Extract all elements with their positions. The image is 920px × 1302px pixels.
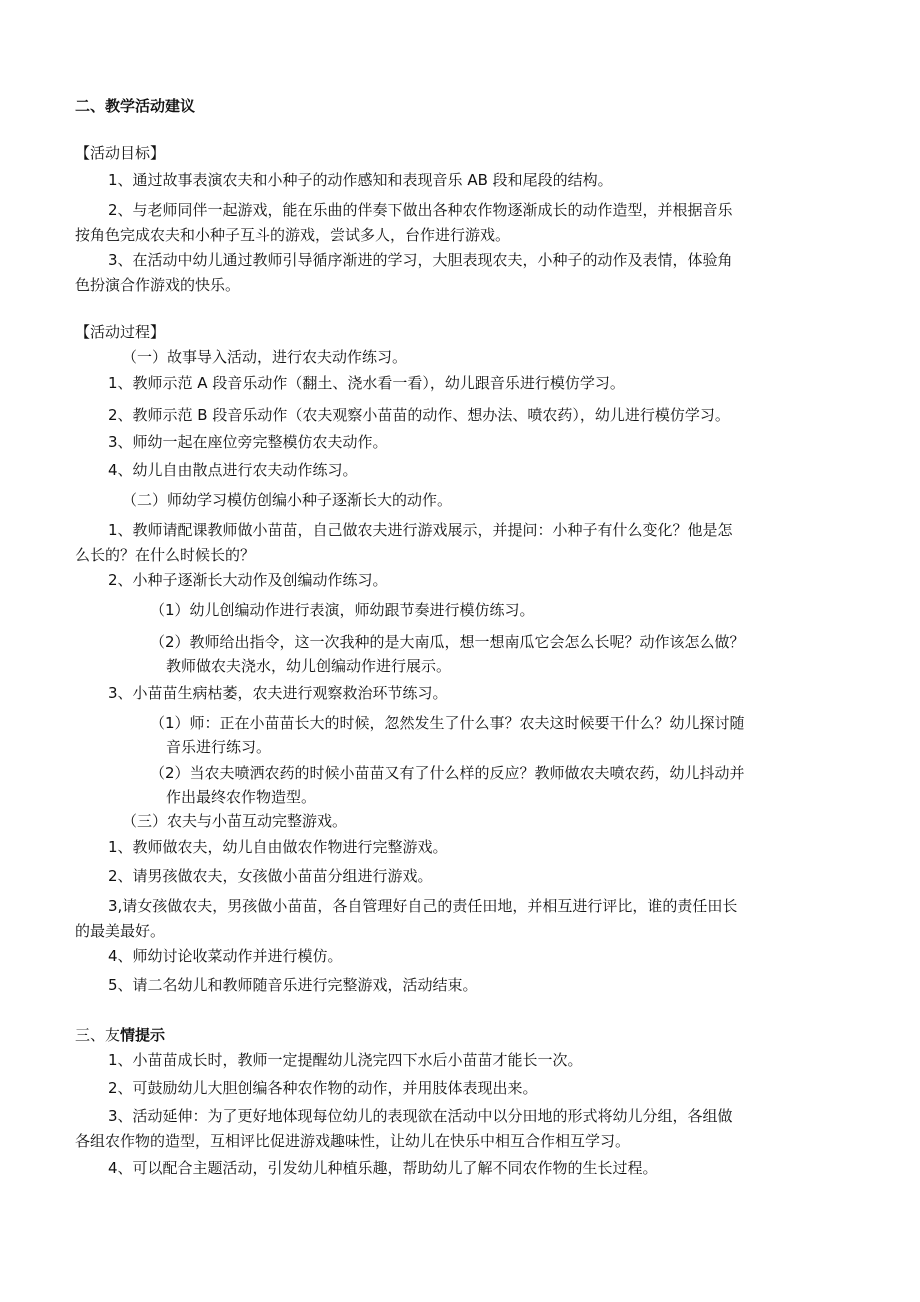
part-2-item-3: 3、小苗苗生病枯萎，农夫进行观察救治环节练习。 (108, 684, 448, 702)
part-2-item-2: 2、小种子逐渐长大动作及创编动作练习。 (108, 571, 388, 589)
goal-1: 1、通过故事表演农夫和小种子的动作感知和表现音乐 AB 段和尾段的结构。 (108, 171, 613, 189)
section-heading-teaching-suggestions: 二、教学活动建议 (75, 97, 196, 115)
part-3-item-3-line-1: 3,请女孩做农夫，男孩做小苗苗，各自管理好自己的责任田地，并相互进行评比，谁的责任田长 (108, 897, 738, 915)
part-2-item-2-sub-2-line-2: 教师做农夫浇水，幼儿创编动作进行展示。 (166, 657, 452, 675)
tip-3-line-2: 各组农作物的造型，互相评比促进游戏趣味性，让幼儿在快乐中相互合作相互学习。 (75, 1132, 631, 1150)
part-3-item-4: 4、师幼讨论收菜动作并进行模仿。 (108, 947, 343, 965)
friendly-tips-heading-prefix: 三、友 (75, 1026, 121, 1044)
part-3-item-3-line-2: 的最美最好。 (75, 922, 166, 940)
part-2-item-3-sub-2-line-1: （2）当农夫喷洒农药的时候小苗苗又有了什么样的反应？教师做农夫喷农药，幼儿抖动并 (150, 764, 745, 782)
goal-3-line-1: 3、在活动中幼儿通过教师引导循序渐进的学习，大胆表现农夫，小种子的动作及表情，体验角 (108, 251, 733, 269)
part-1-item-1: 1、教师示范 A 段音乐动作（翻土、浇水看一看），幼儿跟音乐进行模仿学习。 (108, 374, 625, 392)
part-1-item-4: 4、幼儿自由散点进行农夫动作练习。 (108, 461, 358, 479)
tip-1: 1、小苗苗成长时，教师一定提醒幼儿浇完四下水后小苗苗才能长一次。 (108, 1051, 583, 1069)
tip-2: 2、可鼓励幼儿大胆创编各种农作物的动作，并用肢体表现出来。 (108, 1079, 538, 1097)
part-2-heading: （二）师幼学习模仿创编小种子逐渐长大的动作。 (122, 491, 453, 509)
part-2-item-3-sub-2-line-2: 作出最终农作物造型。 (166, 788, 317, 806)
part-2-item-1-line-2: 么长的？在什么时候长的？ (75, 546, 256, 564)
part-1-item-2: 2、教师示范 B 段音乐动作（农夫观察小苗苗的动作、想办法、喷农药），幼儿进行模仿学习。 (108, 406, 730, 424)
section-heading-friendly-tips (75, 1025, 165, 1045)
part-2-item-3-sub-1-line-2: 音乐进行练习。 (166, 738, 272, 756)
tip-4: 4、可以配合主题活动，引发幼儿种植乐趣，帮助幼儿了解不同农作物的生长过程。 (108, 1159, 658, 1177)
activity-process-label: 【活动过程】 (75, 323, 166, 341)
part-3-item-1: 1、教师做农夫，幼儿自由做农作物进行完整游戏。 (108, 838, 448, 856)
part-3-heading: （三）农夫与小苗互动完整游戏。 (122, 812, 348, 830)
activity-goals-label: 【活动目标】 (75, 144, 166, 162)
part-2-item-3-sub-1-line-1: （1）师：正在小苗苗长大的时候，忽然发生了什么事？农夫这时候要干什么？幼儿探讨随 (150, 714, 745, 732)
part-3-item-5: 5、请二名幼儿和教师随音乐进行完整游戏，活动结束。 (108, 976, 478, 994)
goal-2-line-1: 2、与老师同伴一起游戏，能在乐曲的伴奏下做出各种农作物逐渐成长的动作造型，并根据音乐 (108, 201, 733, 219)
part-2-item-1-line-1: 1、教师请配课教师做小苗苗，自己做农夫进行游戏展示，并提问：小种子有什么变化？他是怎 (108, 521, 733, 539)
goal-2-line-2: 按角色完成农夫和小种子互斗的游戏，尝试多人，台作进行游戏。 (75, 226, 511, 244)
goal-3-line-2: 色扮演合作游戏的快乐。 (75, 276, 241, 294)
friendly-tips-heading-suffix: 情提示 (120, 1026, 166, 1044)
part-2-item-2-sub-2-line-1: （2）教师给出指令，这一次我种的是大南瓜，想一想南瓜它会怎么长呢？动作该怎么做？ (150, 633, 745, 651)
part-3-item-2: 2、请男孩做农夫，女孩做小苗苗分组进行游戏。 (108, 867, 433, 885)
part-2-item-2-sub-1: （1）幼儿创编动作进行表演，师幼跟节奏进行模仿练习。 (150, 601, 535, 619)
part-1-item-3: 3、师幼一起在座位旁完整模仿农夫动作。 (108, 433, 388, 451)
part-1-heading: （一）故事导入活动，进行农夫动作练习。 (122, 348, 408, 366)
tip-3-line-1: 3、活动延伸：为了更好地体现每位幼儿的表现欲在活动中以分田地的形式将幼儿分组，各组做 (108, 1107, 733, 1125)
